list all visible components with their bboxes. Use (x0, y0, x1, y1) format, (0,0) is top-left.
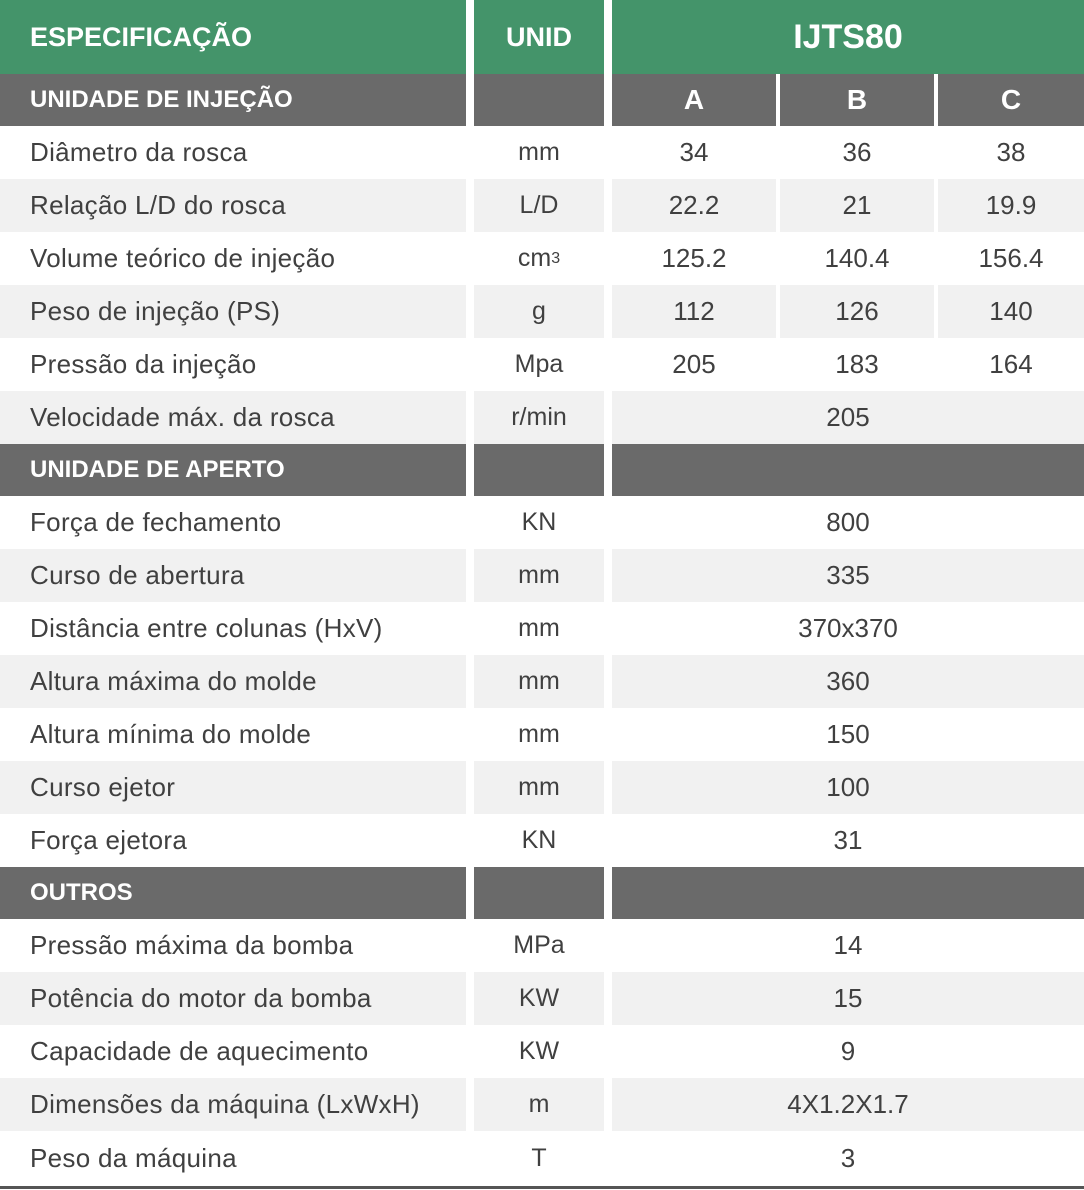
row-unit: KW (518, 1037, 560, 1065)
row-label: Velocidade máx. da rosca (0, 391, 466, 444)
value-a: 34 (679, 137, 709, 167)
table-row (0, 126, 1084, 179)
table-row (0, 708, 1084, 761)
row-unit: mm (474, 761, 604, 814)
value-a: 205 (672, 349, 716, 379)
section-injection: UNIDADE DE INJEÇÃO (0, 74, 466, 126)
value-c: 156.4 (978, 243, 1044, 273)
table-row (0, 232, 1084, 285)
row-unit: KN (521, 508, 557, 536)
row-unit: T (531, 1144, 547, 1172)
row-label: Diâmetro da rosca (30, 137, 248, 167)
value-b: 140.4 (824, 243, 890, 273)
row-unit: g (474, 285, 604, 338)
row-label: Altura mínima do molde (30, 719, 312, 749)
row-unit: Mpa (514, 350, 564, 378)
section-injection-row (0, 74, 1084, 126)
table-row (0, 972, 1084, 1025)
table-row (0, 285, 1084, 338)
value-a: 125.2 (661, 243, 727, 273)
table-row (0, 1078, 1084, 1131)
row-value: 31 (833, 825, 863, 855)
table-row (0, 602, 1084, 655)
row-unit: cm 3 (517, 244, 561, 272)
row-value: 800 (826, 507, 870, 537)
row-value: 205 (612, 391, 1084, 444)
row-unit: KW (474, 972, 604, 1025)
row-label: Peso de injeção (PS) (0, 285, 466, 338)
row-value: 4X1.2X1.7 (612, 1078, 1084, 1131)
row-label: Capacidade de aquecimento (30, 1036, 369, 1066)
row-label: Peso da máquina (30, 1143, 237, 1173)
section-clamping: UNIDADE DE APERTO (0, 444, 466, 496)
row-value: 150 (826, 719, 870, 749)
row-value: 14 (833, 930, 863, 960)
value-b: 21 (780, 179, 934, 232)
row-value: 9 (840, 1036, 856, 1066)
table-bottom-border (0, 1186, 1084, 1189)
row-unit: mm (474, 549, 604, 602)
row-label: Relação L/D do rosca (0, 179, 466, 232)
row-label: Força ejetora (30, 825, 188, 855)
table-row (0, 1131, 1084, 1186)
unit-base: cm (517, 244, 552, 272)
row-label: Força de fechamento (30, 507, 282, 537)
variant-b-header: B (780, 74, 934, 126)
variant-c-header: C (938, 74, 1084, 126)
table-row (0, 1025, 1084, 1078)
section-others: OUTROS (0, 867, 466, 919)
row-value: 370x370 (798, 613, 898, 643)
table-row (0, 338, 1084, 391)
table-row (0, 179, 1084, 232)
table-row (0, 814, 1084, 867)
row-label: Pressão máxima da bomba (30, 930, 354, 960)
value-c: 19.9 (938, 179, 1084, 232)
row-label: Distância entre colunas (HxV) (30, 613, 383, 643)
row-label: Curso ejetor (0, 761, 466, 814)
table-row (0, 919, 1084, 972)
row-unit: mm (518, 720, 560, 748)
value-b: 183 (835, 349, 879, 379)
row-unit: MPa (513, 931, 565, 959)
row-unit: m (474, 1078, 604, 1131)
row-label: Dimensões da máquina (LxWxH) (0, 1078, 466, 1131)
row-label: Altura máxima do molde (0, 655, 466, 708)
row-label: Potência do motor da bomba (0, 972, 466, 1025)
row-label: Curso de abertura (0, 549, 466, 602)
row-unit: mm (474, 655, 604, 708)
table-row (0, 761, 1084, 814)
table-row (0, 496, 1084, 549)
table-row (0, 655, 1084, 708)
section-clamping-row (0, 444, 1084, 496)
row-unit: mm (518, 614, 560, 642)
value-b: 36 (842, 137, 872, 167)
row-unit: mm (518, 138, 560, 166)
table-row (0, 549, 1084, 602)
row-value: 3 (840, 1143, 856, 1173)
unit-header: UNID (474, 0, 604, 74)
value-b: 126 (780, 285, 934, 338)
model-header: IJTS80 (612, 0, 1084, 74)
value-c: 38 (996, 137, 1026, 167)
value-a: 112 (612, 285, 776, 338)
value-a: 22.2 (612, 179, 776, 232)
spec-header: ESPECIFICAÇÃO (0, 0, 466, 74)
row-unit: L/D (474, 179, 604, 232)
row-value: 360 (612, 655, 1084, 708)
value-c: 140 (938, 285, 1084, 338)
row-value: 15 (612, 972, 1084, 1025)
variant-a-header: A (612, 74, 776, 126)
row-value: 100 (612, 761, 1084, 814)
row-unit: KN (521, 826, 557, 854)
row-value: 335 (612, 549, 1084, 602)
table-row (0, 391, 1084, 444)
row-label: Volume teórico de injeção (30, 243, 336, 273)
header-row (0, 0, 1084, 74)
section-others-row (0, 867, 1084, 919)
row-unit: r/min (474, 391, 604, 444)
row-label: Pressão da injeção (30, 349, 257, 379)
value-c: 164 (989, 349, 1033, 379)
